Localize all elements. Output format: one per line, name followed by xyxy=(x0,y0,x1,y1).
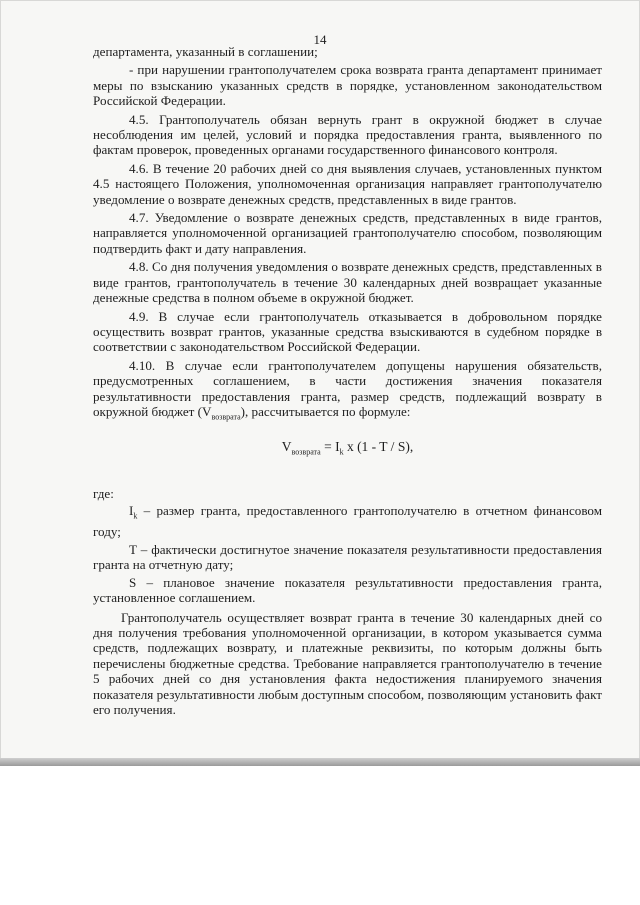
definition-s-text: – плановое значение показателя результативности предоставления гранта, установленное соглашением. xyxy=(93,574,602,606)
definition-ik-text: – размер гранта, предоставленного грантополучателю в отчетном финансовом году; xyxy=(93,503,602,540)
definition-ik-symbol: I xyxy=(129,503,134,519)
definition-s-symbol: S xyxy=(129,574,137,590)
definition-ik-subscript: k xyxy=(133,512,138,522)
scan-edge xyxy=(0,758,640,766)
paragraph-4-10 xyxy=(93,358,602,425)
formula-rest: x (1 - T / S), xyxy=(343,438,414,454)
paragraph-recovery-measures: - при нарушении грантополучателем срока возврата гранта департамент принимает меры по взысканию указанных средств в порядке, установленном законодательством Российской Федерации. xyxy=(93,62,602,109)
definition-t xyxy=(93,542,602,573)
definition-ik xyxy=(93,503,602,539)
paragraph-4-8: 4.8. Со дня получения уведомления о возврате денежных средств, представленных в виде грантов, грантополучатель в течение 30 календарных дней возвращает указанные денежные средства в полном объеме в окружной бюджет. xyxy=(93,259,602,306)
paragraph-continuation: департамента, указанный в соглашении; xyxy=(93,44,318,59)
paragraph-4-9: 4.9. В случае если грантополучатель отказывается в добровольном порядке осуществить возврат грантов, указанные средства взыскиваются в судебном порядке в соответствии с законодательством Российской Федерации. xyxy=(93,308,602,355)
formula-equals-i: = I xyxy=(320,438,340,454)
definition-t-symbol: T xyxy=(129,541,137,557)
formula-v: V xyxy=(281,438,292,454)
paragraph-4-10-subscript: возврата xyxy=(211,412,241,422)
paragraph-4-10-tail: ), рассчитывается по формуле: xyxy=(240,403,411,419)
paragraph-4-7: 4.7. Уведомление о возврате денежных средств, представленных в виде грантов, направляется уполномоченной организацией грантополучателю способом, позволяющим подтвердить факт и дату направления. xyxy=(93,210,602,256)
paragraph-return-terms: Грантополучатель осуществляет возврат гранта в течение 30 календарных дней со дня получения требования уполномоченной организации, в котором указывается сумма средств, подлежащих возврату, и платежные реквизиты, по которым должны быть перечислены бюджетные средства. Требование направляется грантополучателю в течение 5 рабочих дней со дня установления факта недостижения планируемого значения показателя результативности любым доступным способом, позволяющим установить факт его получения. xyxy=(93,609,602,717)
page-number: 14 xyxy=(313,32,327,47)
paragraph-4-10-text: 4.10. В случае если грантополучателем допущены нарушения обязательств, предусмотренных соглашением, в части достижения значения показателя результативности предоставления гранта, размер средств, подлежащий возврату в окружной бюджет (V xyxy=(93,357,602,419)
paragraph-4-5: 4.5. Грантополучатель обязан вернуть грант в окружной бюджет в случае несоблюдения им целей, условий и порядка предоставления гранта, выявленного по фактам проверок, проведенных органами государственного финансового контроля. xyxy=(93,111,602,158)
document-body xyxy=(93,44,602,720)
refund-formula xyxy=(93,439,602,460)
definition-t-text: – фактически достигнутое значение показателя результативности предоставления гранта на отчетную дату; xyxy=(93,541,602,573)
where-label: где: xyxy=(93,486,114,502)
formula-v-subscript: возврата xyxy=(291,447,321,457)
formula-i-subscript: k xyxy=(339,447,344,457)
definition-s xyxy=(93,575,602,606)
paragraph-4-6: 4.6. В течение 20 рабочих дней со дня выявления случаев, установленных пунктом 4.5 настоящего Положения, уполномоченная организация направляет грантополучателю уведомление о возврате денежных средств, представленных в виде грантов. xyxy=(93,160,602,207)
